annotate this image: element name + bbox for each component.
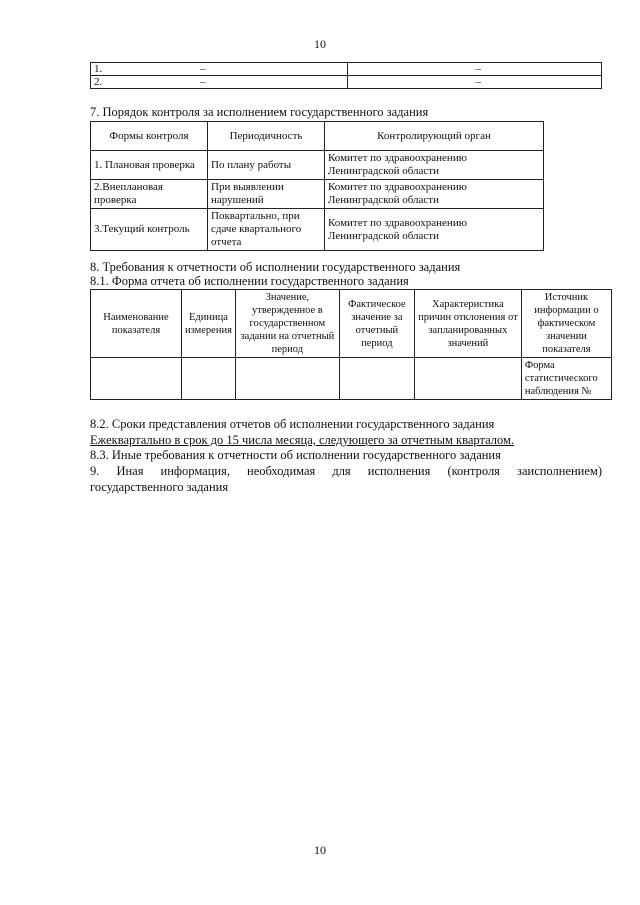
section82-value	[90, 432, 602, 448]
col-header: Значение, утвержденное в государственном задании на отчетный период	[235, 290, 339, 358]
period-cell: При выявлении нарушений	[208, 180, 325, 209]
col-header: Источник информации о фактическом значении показателя	[521, 290, 611, 358]
organ-cell: Комитет по здравоохранению Ленинградской области	[325, 151, 544, 180]
table-cell	[348, 76, 602, 89]
organ-cell: Комитет по здравоохранению Ленинградской области	[325, 180, 544, 209]
period-cell: Поквартально, при сдаче квартального отчета	[208, 209, 325, 251]
table-cell	[182, 358, 236, 400]
section83-heading: 8.3. Иные требования к отчетности об исполнении государственного задания	[90, 448, 501, 462]
section8-heading: 8. Требования к отчетности об исполнении государственного задания	[90, 260, 461, 274]
col-header: Наименование показателя	[91, 290, 182, 358]
table-cell	[339, 358, 414, 400]
form-cell: 3.Текущий контроль	[91, 209, 208, 251]
table-cell	[235, 358, 339, 400]
cell-value: –	[200, 63, 206, 75]
organ-cell: Комитет по здравоохранению Ленинградской области	[325, 209, 544, 251]
table-row	[91, 63, 602, 76]
top-table	[90, 62, 602, 89]
row-number: 1.	[94, 63, 103, 75]
report-form-table	[90, 289, 612, 400]
period-cell: По плану работы	[208, 151, 325, 180]
col-header: Контролирующий орган	[325, 122, 544, 151]
form-cell: 1. Плановая проверка	[91, 151, 208, 180]
source-cell: Форма статистического наблюдения №	[521, 358, 611, 400]
section9-line1: 9. Иная информация, необходимая для исполнения (контроля заисполнением)	[90, 464, 602, 478]
section82-heading: 8.2. Сроки представления отчетов об исполнении государственного задания	[90, 417, 495, 431]
cell-value: –	[475, 76, 481, 88]
section81-heading: 8.1. Форма отчета об исполнении государственного задания	[90, 274, 409, 288]
table-row	[91, 180, 544, 209]
table-header-row	[91, 290, 612, 358]
cell-value: –	[200, 76, 206, 88]
cell-value: –	[475, 63, 481, 75]
form-cell: 2.Внеплановая проверка	[91, 180, 208, 209]
page-number-bottom: 10	[314, 843, 326, 857]
col-header: Характеристика причин отклонения от запланированных значений	[414, 290, 521, 358]
col-header: Фактическое значение за отчетный период	[339, 290, 414, 358]
table-cell	[348, 63, 602, 76]
table-row	[91, 358, 612, 400]
table-cell	[91, 63, 348, 76]
table-cell	[414, 358, 521, 400]
col-header: Формы контроля	[91, 122, 208, 151]
col-header: Единица измерения	[182, 290, 236, 358]
table-row	[91, 76, 602, 89]
page-number-top: 10	[314, 37, 326, 51]
row-number: 2.	[94, 76, 103, 88]
section7-heading: 7. Порядок контроля за исполнением государственного задания	[90, 105, 429, 119]
table-cell	[91, 76, 348, 89]
table-header-row	[91, 122, 544, 151]
deadline-text: Ежеквартально в срок до 15 числа месяца, следующего за отчетным кварталом.	[90, 433, 515, 447]
section9-line2: государственного задания	[90, 480, 229, 494]
table-cell	[91, 358, 182, 400]
table-row	[91, 151, 544, 180]
table-row	[91, 209, 544, 251]
control-table	[90, 121, 544, 251]
col-header: Периодичность	[208, 122, 325, 151]
